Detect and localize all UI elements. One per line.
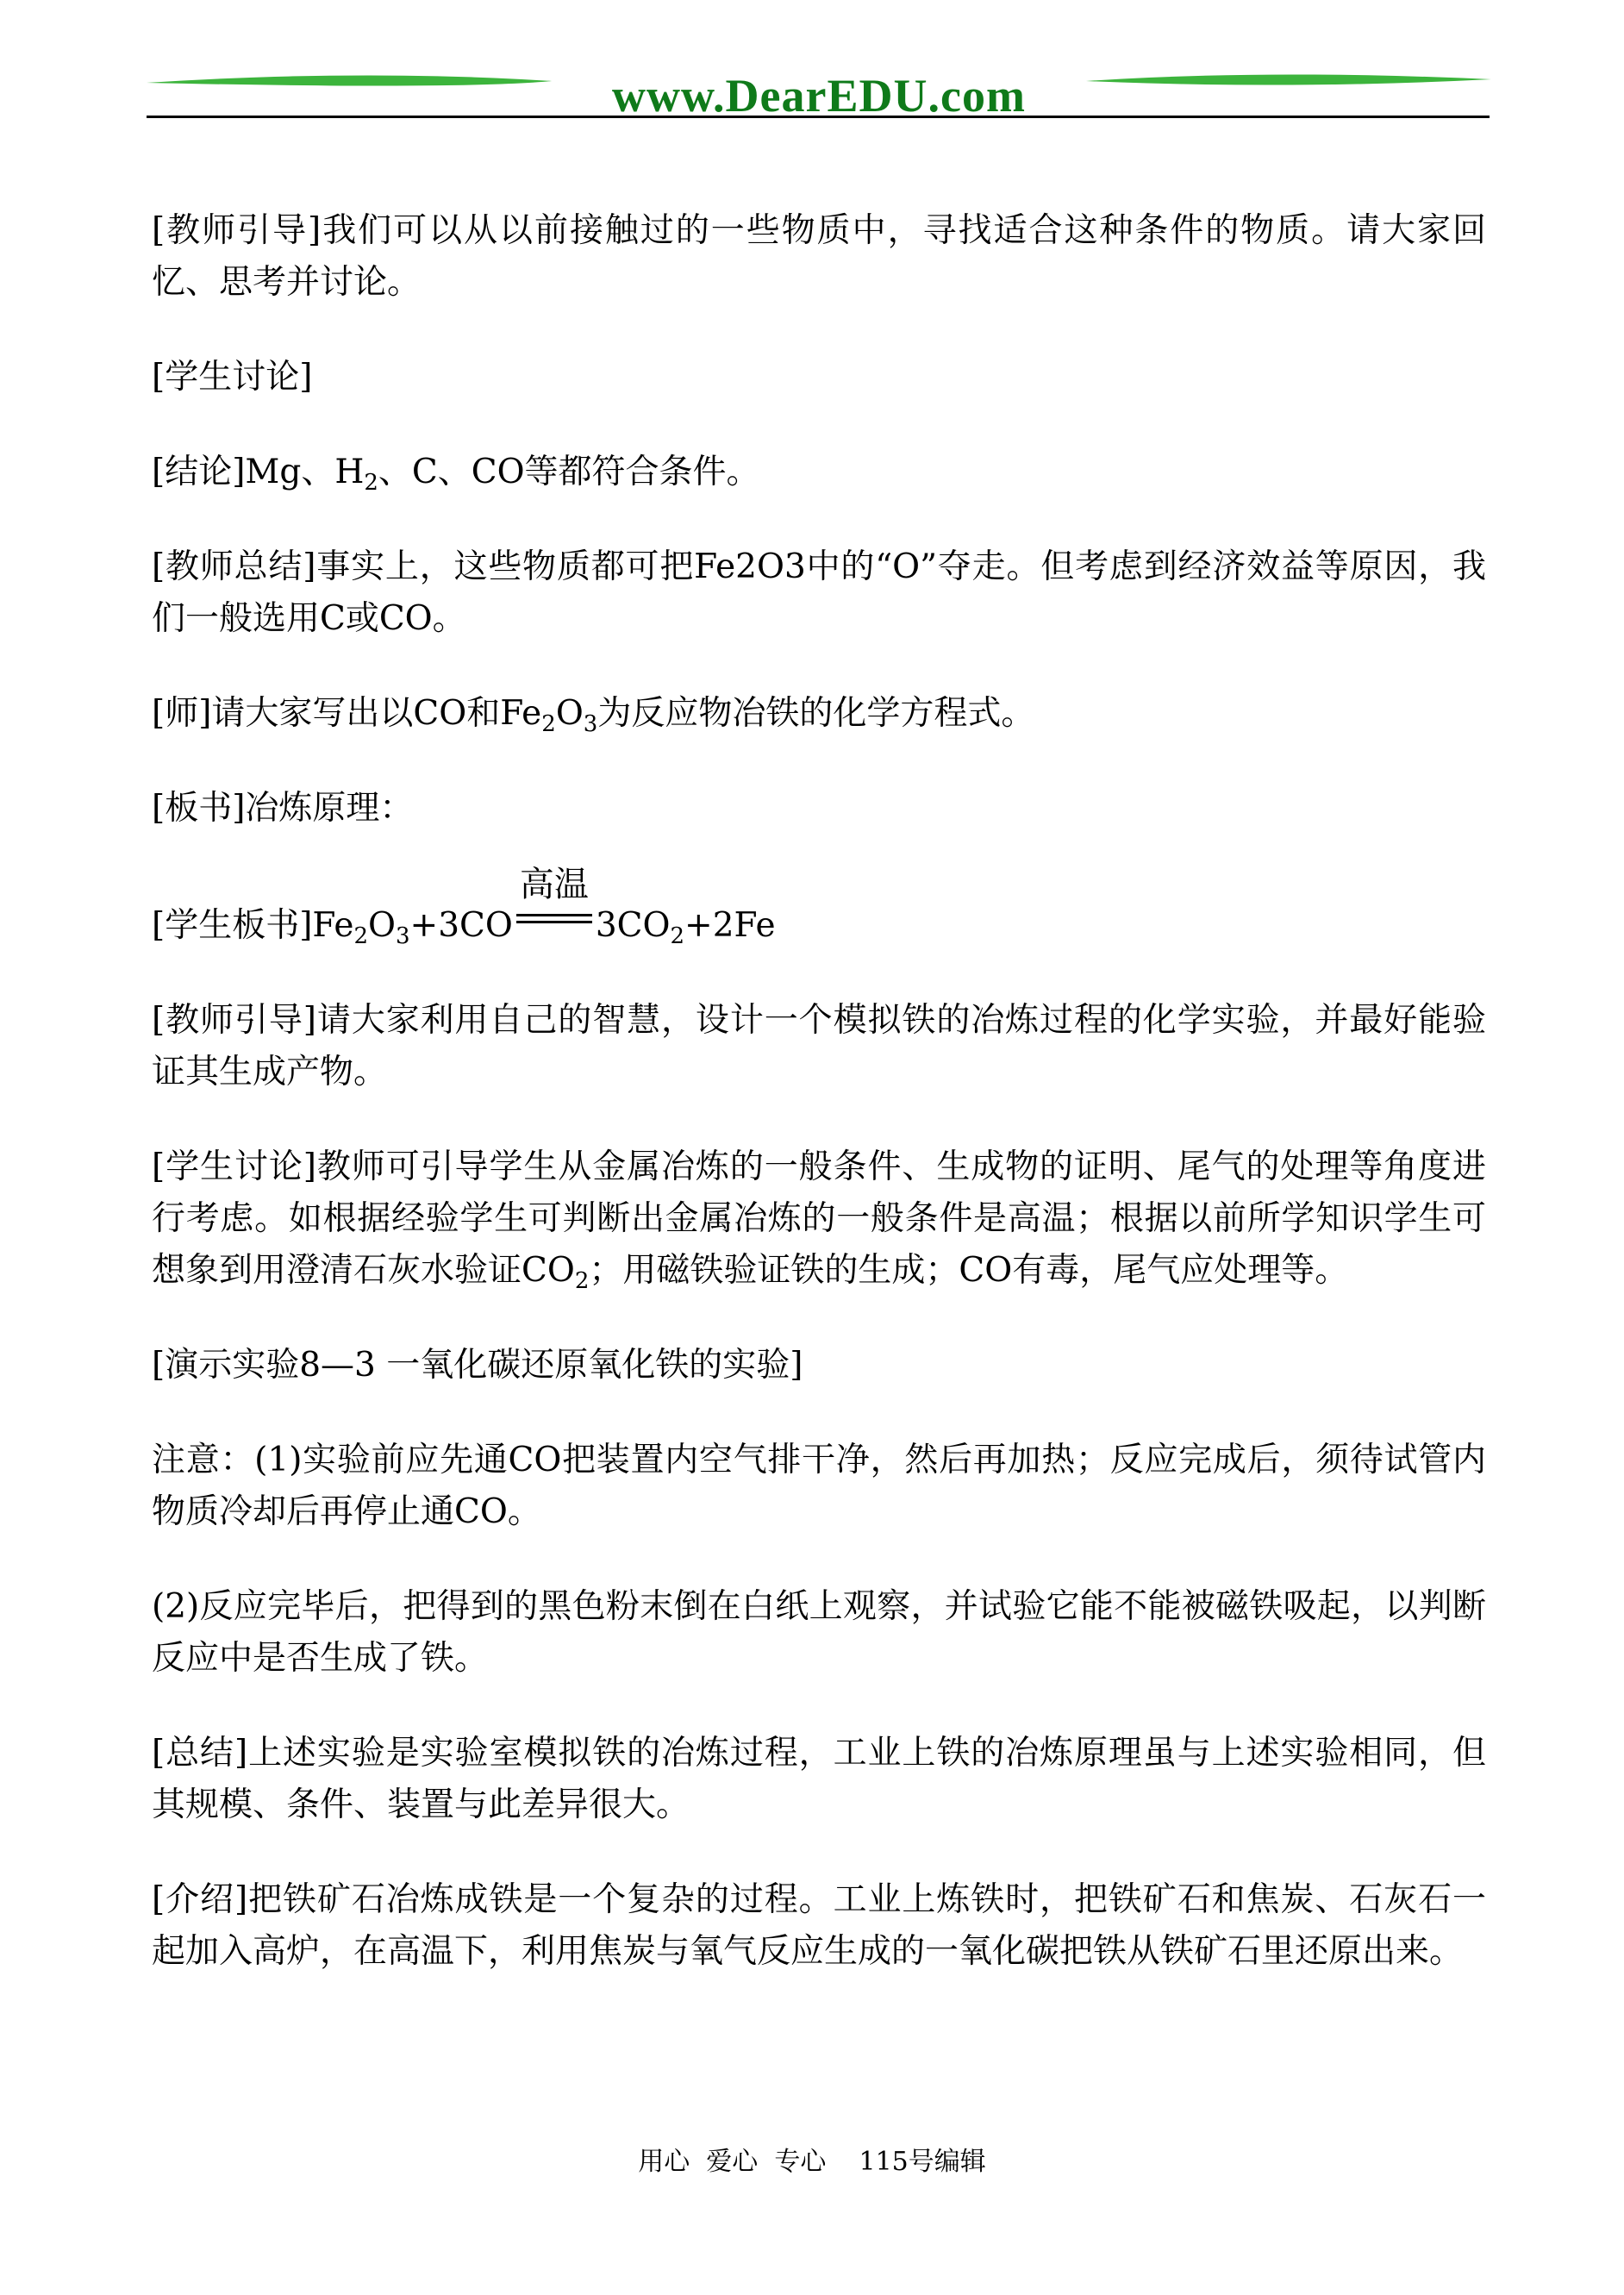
paragraph-teacher-summary: [教师总结]事实上，这些物质都可把Fe2O3中的“O”夺走。但考虑到经济效益等原因，我们一般选用C或CO。 [152, 547, 1486, 638]
paragraph-student-discussion: [学生讨论] [152, 358, 313, 397]
header-divider [147, 116, 1490, 118]
page-footer: 用心 爱心 专心 115号编辑 [638, 2147, 986, 2177]
paragraph-conclusion: [结论]Mg、$H_2$、C、CO等都符合条件。 [152, 453, 760, 496]
paragraph-teacher-guide-1: [教师引导]我们可以从以前接触过的一些物质中，寻找适合这种条件的物质。请大家回忆、思考并讨论。 [152, 211, 1486, 302]
reaction-condition: 高温 [519, 865, 589, 904]
paragraph-note-1: 注意：(1)实验前应先通CO把装置内空气排干净，然后再加热；反应完成后，须待试管内物质冷却后再停止通CO。 [152, 1441, 1486, 1531]
paragraph-teacher-guide-2: [教师引导]请大家利用自己的智慧，设计一个模拟铁的冶炼过程的化学实验，并最好能验证其生成产物。 [152, 1001, 1486, 1091]
paragraph-note-2: (2)反应完毕后，把得到的黑色粉末倒在白纸上观察，并试验它能不能被磁铁吸起，以判断反应中是否生成了铁。 [152, 1587, 1486, 1678]
page-header [147, 67, 1491, 128]
paragraph-demo-experiment: [演示实验8—3 一氧化碳还原氧化铁的实验] [152, 1346, 803, 1385]
paragraph-student-discussion-2: [学生讨论]教师可引导学生从金属冶炼的一般条件、生成物的证明、尾气的处理等角度进行考虑。如根据经验学生可判断出金属冶炼的一般条件是高温；根据以前所学知识学生可想象到用澄清石灰水验证$CO_2$；用磁铁验证铁的生成；CO有毒，尾气应处理等。 [152, 1148, 1486, 1294]
paragraph-introduction: [介绍]把铁矿石冶炼成铁是一个复杂的过程。工业上炼铁时，把铁矿石和焦炭、石灰石一起加入高炉，在高温下，利用焦炭与氧气反应生成的一氧化碳把铁从铁矿石里还原出来。 [152, 1880, 1486, 1971]
paragraph-teacher-ask: [师]请大家写出以CO和$Fe_2O_3$为反应物冶铁的化学方程式。 [152, 694, 1035, 737]
paragraph-blackboard: [板书]冶炼原理： [152, 789, 414, 828]
chemical-equation: [学生板书]$Fe_2O_3+3CO$ 高温 $3CO_2+2Fe$ [152, 865, 776, 949]
reaction-condition-sign [515, 865, 594, 945]
paragraph-summary: [总结]上述实验是实验室模拟铁的冶炼过程，工业上铁的冶炼原理虽与上述实验相同，但其规模、条件、装置与此差异很大。 [152, 1734, 1486, 1824]
document-body [152, 205, 1486, 2021]
site-logo[interactable]: www.DearEDU.com [612, 70, 1026, 122]
